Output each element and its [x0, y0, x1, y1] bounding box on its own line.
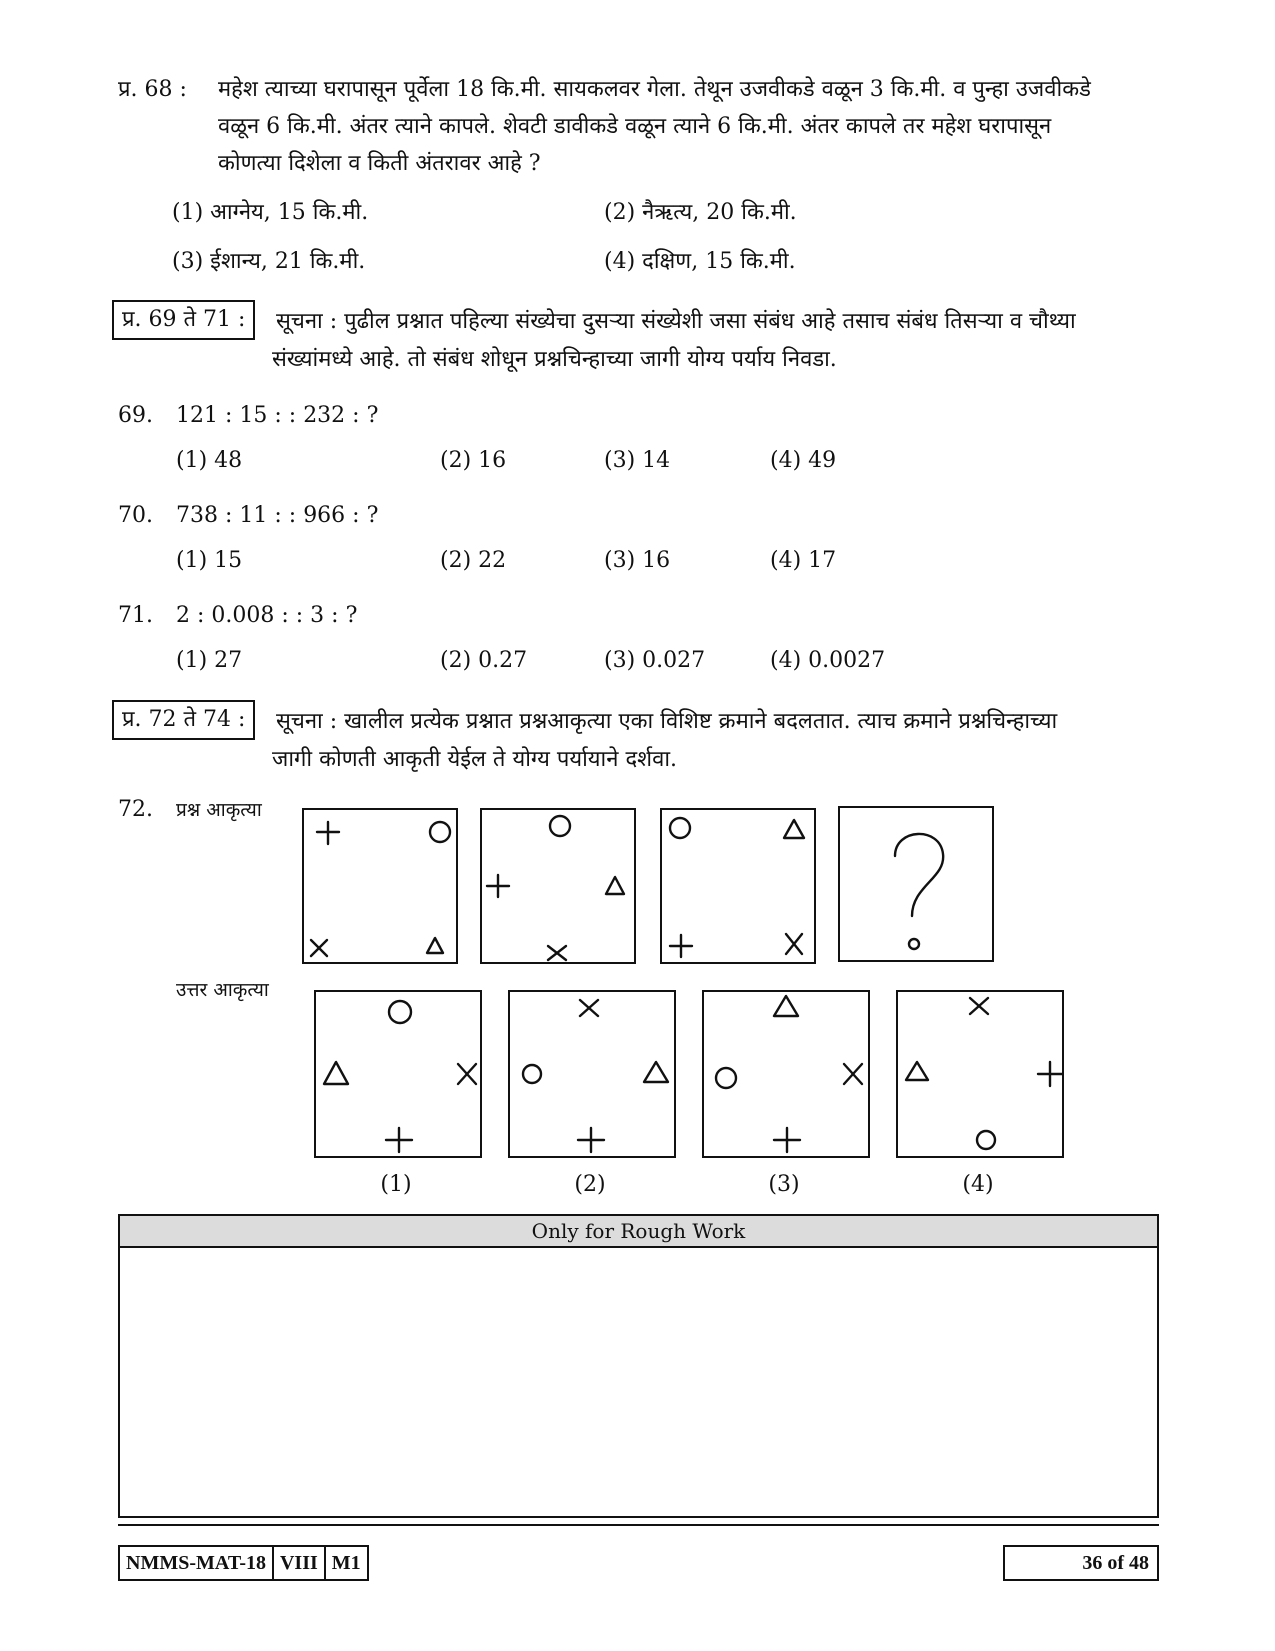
triangle-shape — [427, 938, 443, 953]
question-figure-3 — [660, 808, 816, 964]
q70-option-3: (3) 16 — [604, 548, 671, 573]
triangle-shape — [784, 820, 804, 838]
triangle-shape — [906, 1062, 928, 1080]
circle-shape — [977, 1131, 995, 1149]
section-72-74-note-line-1: सूचना : खालील प्रत्येक प्रश्नात प्रश्नआकृत्या एका विशिष्ट क्रमाने बदलतात. त्याच क्रमाने प्रश्नचिन्हाच्या — [276, 709, 1058, 734]
circle-shape — [716, 1068, 736, 1088]
answer-option-label-2: (2) — [574, 1172, 606, 1197]
answer-option-label-4: (4) — [962, 1172, 994, 1197]
plus-shape — [670, 935, 692, 957]
section-69-71-note-line-2: संख्यांमध्ये आहे. तो संबंध शोधून प्रश्नचिन्हाच्या जागी योग्य पर्याय निवडा. — [272, 347, 837, 372]
q70-text: 738 : 11 : : 966 : ? — [176, 503, 379, 528]
q68-option-4: (4) दक्षिण, 15 कि.मी. — [604, 249, 796, 274]
triangle-shape — [324, 1062, 348, 1084]
q72-number: 72. — [118, 797, 153, 822]
q72-answer-figures-label: उत्तर आकृत्या — [176, 979, 269, 1001]
q69-option-1: (1) 48 — [176, 448, 243, 473]
section-72-74-label: प्र. 72 ते 74 : — [112, 700, 255, 740]
footer-codes — [118, 1545, 369, 1581]
q69-option-2: (2) 16 — [440, 448, 507, 473]
cross-shape — [548, 946, 566, 960]
q72-question-figures-label: प्रश्न आकृत्या — [176, 799, 262, 821]
plus-shape — [1038, 1062, 1062, 1086]
q71-option-3: (3) 0.027 — [604, 648, 706, 673]
question-figure-1 — [302, 808, 458, 964]
cross-shape — [311, 940, 327, 956]
footer-divider — [118, 1524, 1159, 1526]
cross-shape — [970, 998, 988, 1014]
q71-number: 71. — [118, 603, 153, 628]
plus-shape — [317, 822, 339, 844]
q70-option-1: (1) 15 — [176, 548, 243, 573]
q71-option-1: (1) 27 — [176, 648, 243, 673]
q69-text: 121 : 15 : : 232 : ? — [176, 403, 379, 428]
cross-shape — [786, 934, 802, 954]
q68-option-3: (3) ईशान्य, 21 कि.मी. — [172, 249, 366, 274]
q69-number: 69. — [118, 403, 153, 428]
answer-figure-1 — [314, 990, 482, 1158]
triangle-shape — [774, 996, 798, 1016]
rough-work-heading: Only for Rough Work — [120, 1216, 1157, 1248]
cross-shape — [458, 1064, 476, 1084]
plus-shape — [578, 1128, 604, 1152]
paper-code: NMMS-MAT-18 — [120, 1547, 274, 1579]
question-mark-shape — [895, 834, 943, 916]
circle-shape — [523, 1065, 541, 1083]
question-figure-2 — [480, 808, 636, 964]
circle-shape — [389, 1001, 411, 1023]
page-number-box — [1003, 1545, 1159, 1581]
answer-figure-4 — [896, 990, 1064, 1158]
q69-option-4: (4) 49 — [770, 448, 837, 473]
section-72-74-note-line-2: जागी कोणती आकृती येईल ते योग्य पर्यायाने दर्शवा. — [272, 747, 678, 772]
q68-line-1: महेश त्याच्या घरापासून पूर्वेला 18 कि.मी. सायकलवर गेला. तेथून उजवीकडे वळून 3 कि.मी. व पुन्हा उजवीकडे — [218, 77, 1091, 102]
q71-option-2: (2) 0.27 — [440, 648, 528, 673]
plus-shape — [386, 1128, 412, 1152]
section-69-71-note-line-1: सूचना : पुढील प्रश्नात पहिल्या संख्येचा दुसऱ्या संख्येशी जसा संबंध आहे तसाच संबंध तिसऱ्या व चौथ्या — [276, 309, 1076, 334]
plus-shape — [487, 875, 509, 897]
class-code: VIII — [274, 1547, 326, 1579]
q71-option-4: (4) 0.0027 — [770, 648, 886, 673]
question-mark-dot — [909, 939, 919, 949]
q69-option-3: (3) 14 — [604, 448, 671, 473]
q70-option-4: (4) 17 — [770, 548, 837, 573]
q68-line-3: कोणत्या दिशेला व किती अंतरावर आहे ? — [218, 151, 541, 176]
triangle-shape — [644, 1062, 668, 1082]
question-figure-4 — [838, 806, 994, 962]
answer-option-label-1: (1) — [380, 1172, 412, 1197]
cross-shape — [844, 1064, 862, 1084]
rough-work-box — [118, 1214, 1159, 1518]
triangle-shape — [606, 877, 624, 894]
q68-line-2: वळून 6 कि.मी. अंतर त्याने कापले. शेवटी डावीकडे वळून त्याने 6 कि.मी. अंतर कापले तर महेश घरापासून — [218, 114, 1052, 139]
q68-option-2: (2) नैऋत्य, 20 कि.मी. — [604, 200, 797, 225]
cross-shape — [580, 1000, 598, 1016]
answer-figure-2 — [508, 990, 676, 1158]
plus-shape — [774, 1128, 800, 1152]
q70-option-2: (2) 22 — [440, 548, 507, 573]
q68-number: प्र. 68 : — [118, 77, 187, 102]
q71-text: 2 : 0.008 : : 3 : ? — [176, 603, 358, 628]
q68-option-1: (1) आग्नेय, 15 कि.मी. — [172, 200, 369, 225]
page-number: 36 of 48 — [1082, 1552, 1149, 1574]
section-69-71-label: प्र. 69 ते 71 : — [112, 300, 255, 340]
answer-option-label-3: (3) — [768, 1172, 800, 1197]
circle-shape — [670, 818, 690, 838]
circle-shape — [430, 822, 450, 842]
circle-shape — [550, 816, 570, 836]
q70-number: 70. — [118, 503, 153, 528]
answer-figure-3 — [702, 990, 870, 1158]
medium-code: M1 — [331, 1552, 361, 1574]
